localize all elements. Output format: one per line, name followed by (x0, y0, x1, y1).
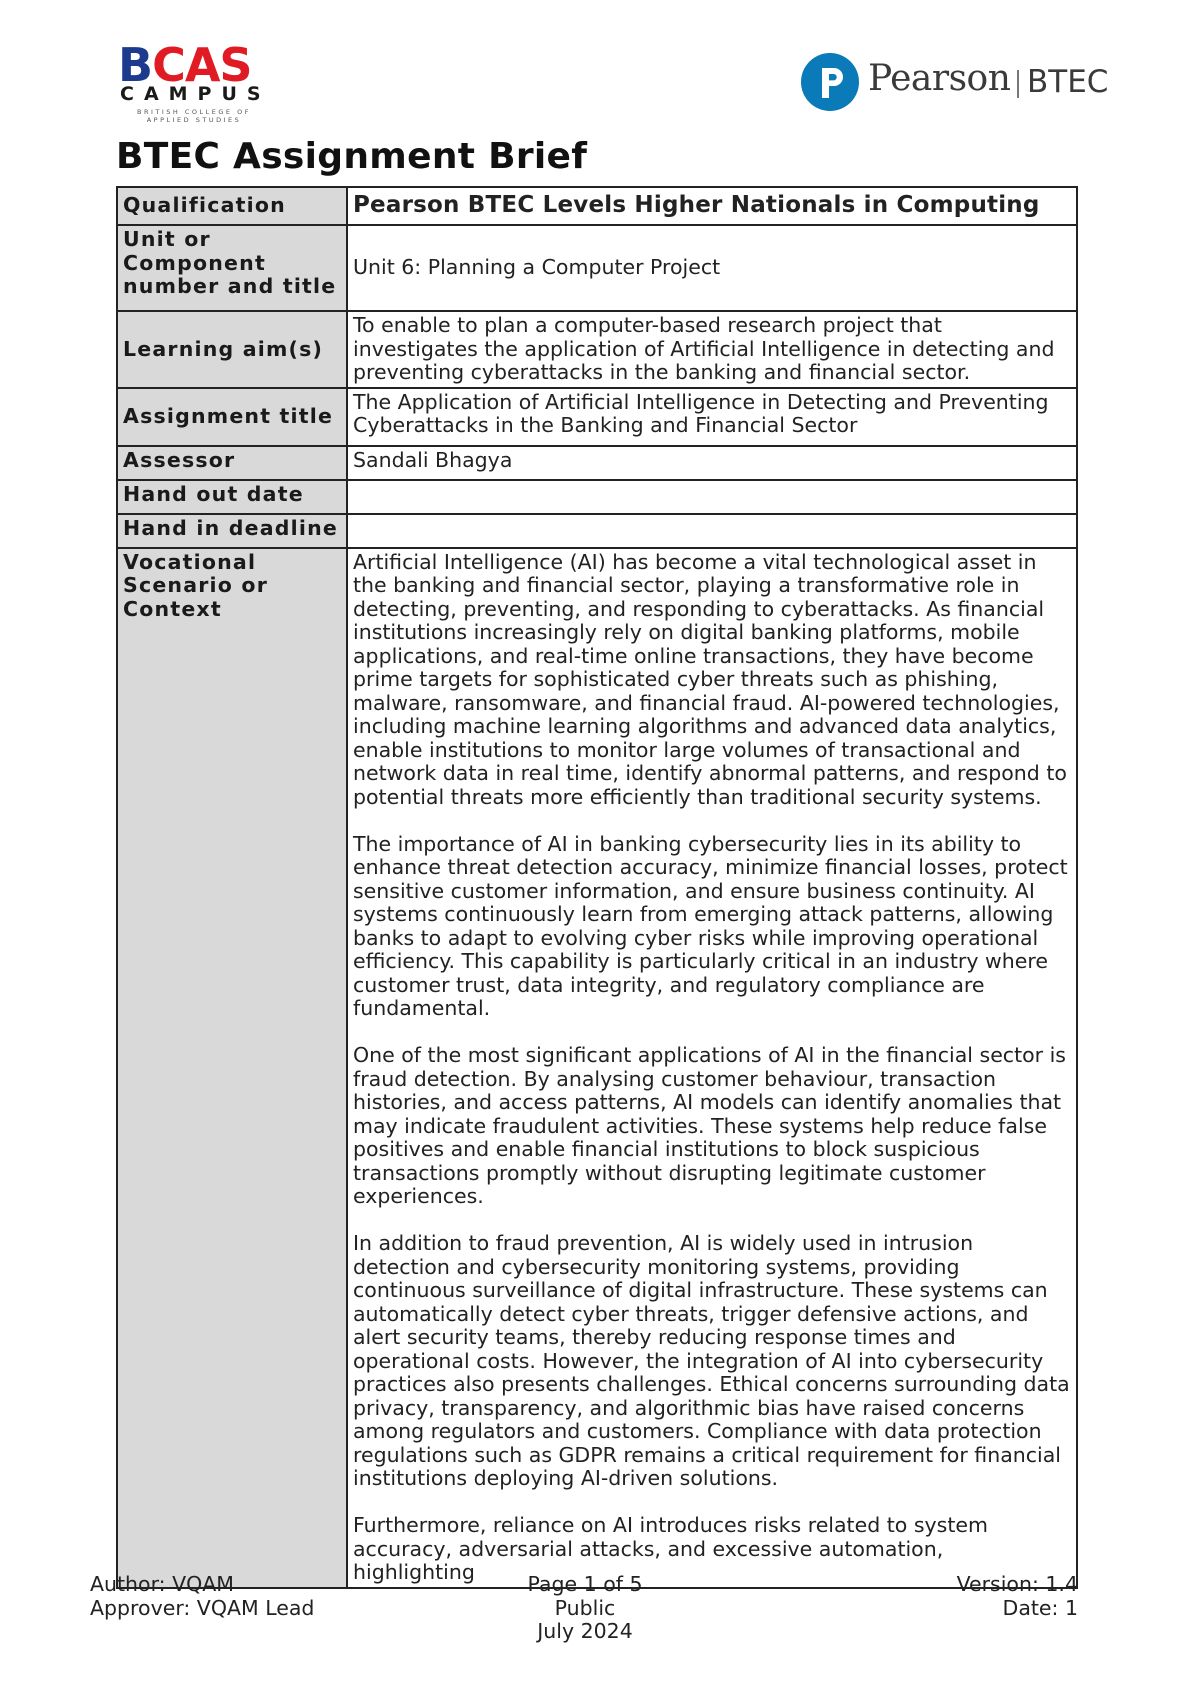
unit-label: Unit or Component number and title (117, 225, 347, 311)
footer-approver: Approver: VQAM Lead (90, 1595, 315, 1620)
context-paragraph: Furthermore, reliance on AI introduces risks related to system accuracy, adversarial attacks, and excessive automation, highlighting (353, 1513, 988, 1584)
context-paragraph: The importance of AI in banking cybersecurity lies in its ability to enhance threat detection accuracy, minimize financial losses, protect sensitive customer information, and ensure business continuity. AI systems continuously learn from emerging attack patterns, allowing banks to adapt to evolving cyber risks while improving operational efficiency. This capability is particularly critical in an industry where customer trust, data integrity, and regulatory compliance are fundamental. (353, 831, 1068, 1020)
bcas-logo-sub-line1: BRITISH COLLEGE OF (137, 108, 251, 116)
assessor-value: Sandali Bhagya (347, 446, 1077, 480)
document-title: BTEC Assignment Brief (116, 136, 588, 177)
pearson-wordmark: Pearson (868, 58, 1011, 99)
assignment-brief-table (116, 186, 1078, 1589)
assessor-label: Assessor (117, 446, 347, 480)
hand-out-date-value (347, 480, 1077, 514)
footer-left (90, 1573, 314, 1620)
footer-page-number: Page 1 of 5 (527, 1572, 643, 1596)
footer-date: Date: 1 (1002, 1595, 1078, 1620)
logo-divider (1017, 70, 1019, 98)
table-row-learning-aim (117, 311, 1077, 388)
vocational-scenario-label: Vocational Scenario or Context (117, 548, 347, 1588)
table-row-assessor (117, 446, 1077, 480)
table-row-qualification (117, 187, 1077, 225)
assignment-title-value: The Application of Artificial Intelligence in Detecting and Preventing Cyberattacks in the Banking and Financial Sector (347, 388, 1077, 446)
table-row-vocational-scenario (117, 548, 1077, 1588)
context-paragraph: In addition to fraud prevention, AI is widely used in intrusion detection and cybersecurity monitoring systems, providing continuous surveillance of digital infrastructure. These systems can automatically detect cyber threats, trigger defensive actions, and alert security teams, thereby reducing response times and operational costs. However, the integration of AI into cybersecurity practices also presents challenges. Ethical concerns surrounding data privacy, transparency, and algorithmic bias have raised concerns among regulators and customers. Compliance with data protection regulations such as GDPR remains a critical requirement for financial institutions deploying AI-driven solutions. (353, 1231, 1070, 1490)
pearson-btec-logo (800, 52, 1110, 116)
table-row-assignment-title (117, 388, 1077, 446)
bcas-logo-campus: CAMPUS (120, 83, 271, 105)
hand-in-deadline-label: Hand in deadline (117, 514, 347, 548)
bcas-logo-wordmark (118, 38, 252, 92)
learning-aim-value: To enable to plan a computer-based research project that investigates the application of Artificial Intelligence in detecting and preventing cyberattacks in the banking and financial sector. (347, 311, 1077, 388)
table-row-unit (117, 225, 1077, 311)
bcas-logo-subtitle (120, 108, 268, 124)
qualification-label: Qualification (117, 187, 347, 225)
qualification-value: Pearson BTEC Levels Higher Nationals in Computing (347, 187, 1077, 225)
hand-out-date-label: Hand out date (117, 480, 347, 514)
btec-wordmark: BTEC (1027, 64, 1109, 100)
table-row-hand-out-date (117, 480, 1077, 514)
bcas-logo-sub-line2: APPLIED STUDIES (146, 116, 242, 124)
table-row-hand-in-deadline (117, 514, 1077, 548)
context-paragraph: One of the most significant applications of AI in the financial sector is fraud detection. By analysing customer behaviour, transaction histories, and access patterns, AI models can identify anomalies that may indicate fraudulent activities. These systems help reduce false positives and enable financial institutions to block suspicious transactions promptly without disrupting legitimate customer experiences. (353, 1043, 1066, 1208)
pearson-p-icon (800, 52, 860, 112)
bcas-campus-logo (118, 38, 271, 124)
assignment-title-label: Assignment title (117, 388, 347, 446)
hand-in-deadline-value (347, 514, 1077, 548)
footer-version: Version: 1.4 (956, 1572, 1078, 1596)
learning-aim-label: Learning aim(s) (117, 311, 347, 388)
footer-month: July 2024 (537, 1619, 633, 1643)
footer-right (957, 1573, 1078, 1620)
bcas-logo-b: B (118, 38, 153, 92)
bcas-logo-cas: CAS (152, 38, 252, 92)
context-paragraph: Artificial Intelligence (AI) has become a vital technological asset in the banking and financial sector, playing a transformative role in detecting, preventing, and responding to cyberattacks. As financial institutions increasingly rely on digital banking platforms, mobile applications, and real-time online transactions, they have become prime targets for sophisticated cyber threats such as phishing, malware, ransomware, and financial fraud. AI-powered technologies, including machine learning algorithms and advanced data analytics, enable institutions to monitor large volumes of transactional and network data in real time, identify abnormal patterns, and respond to potential threats more efficiently than traditional security systems. (353, 549, 1067, 809)
footer-classification: Public (554, 1595, 616, 1620)
vocational-scenario-value (347, 548, 1077, 1588)
footer-center (490, 1573, 680, 1644)
unit-value: Unit 6: Planning a Computer Project (347, 225, 1077, 311)
footer-author: Author: VQAM (90, 1572, 234, 1596)
